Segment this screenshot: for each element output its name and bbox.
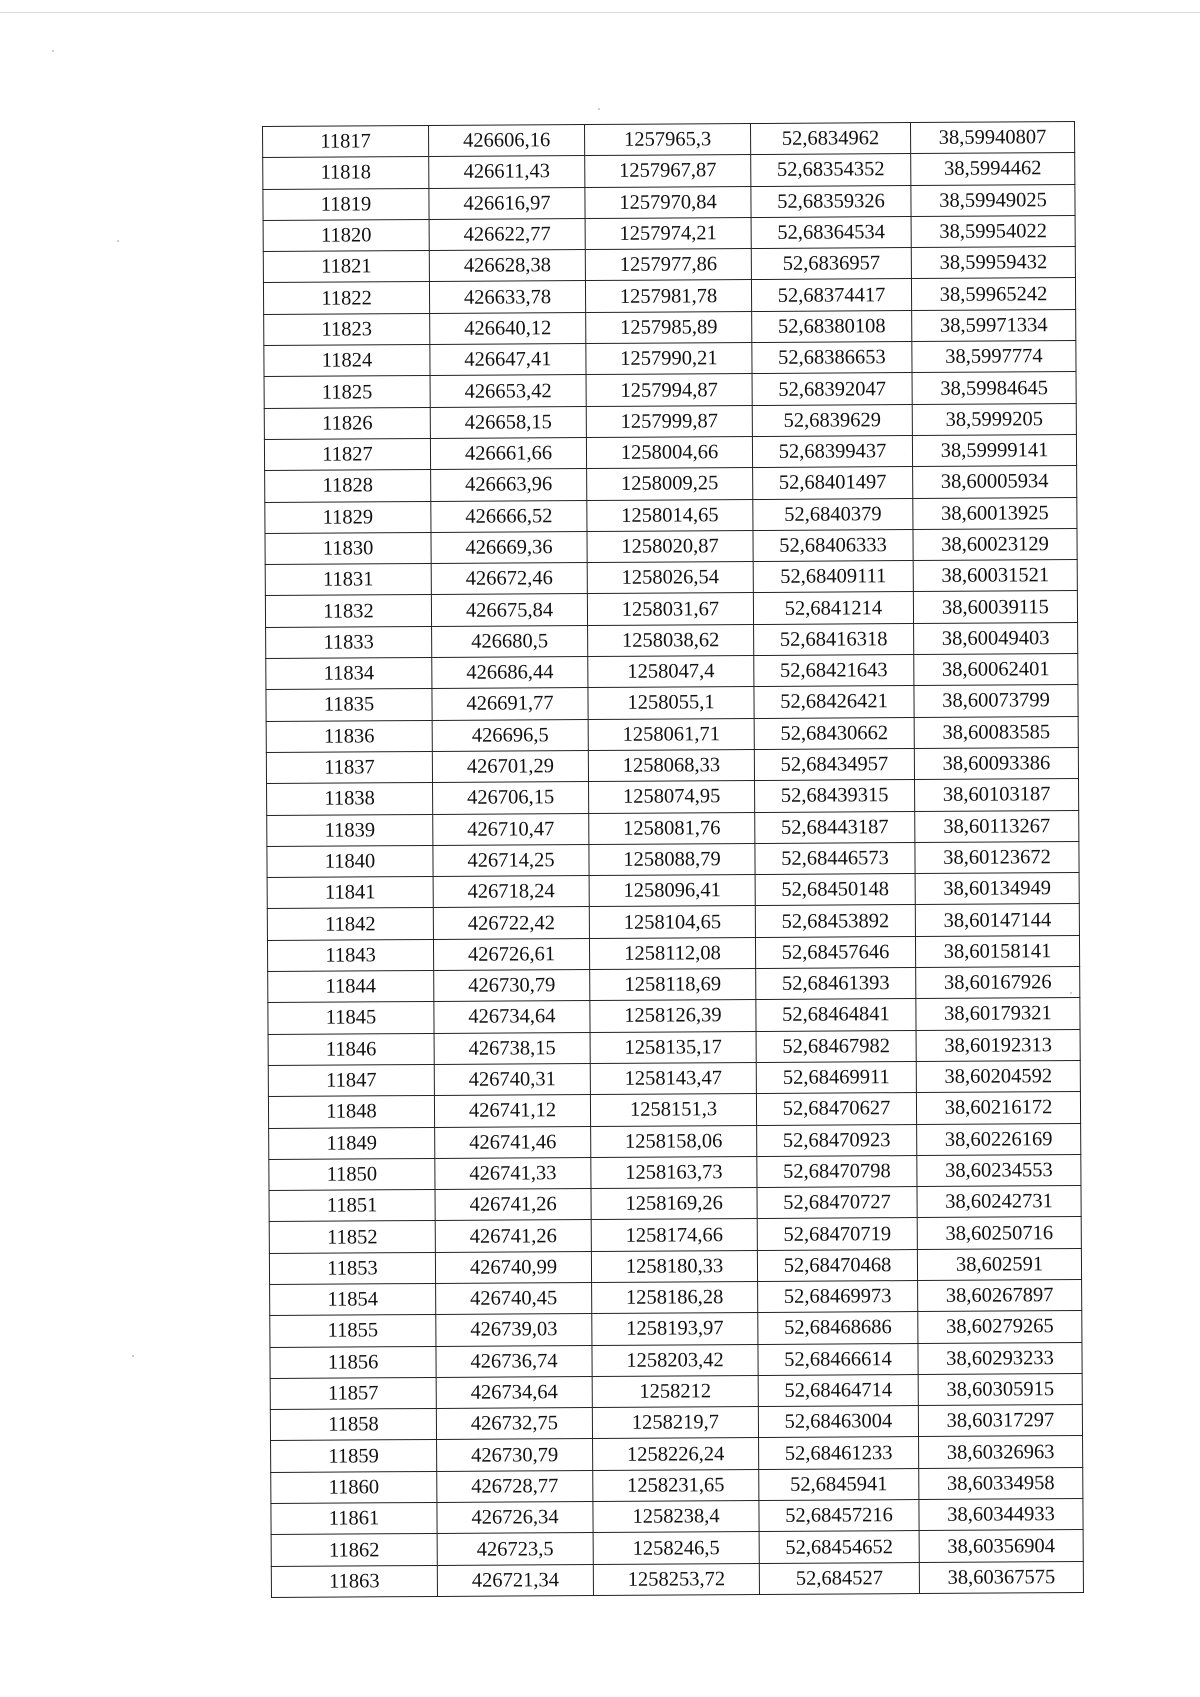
point-number-cell: 11838 xyxy=(267,783,433,815)
point-number-cell: 11863 xyxy=(271,1565,437,1597)
latitude-cell: 52,68457646 xyxy=(755,936,915,968)
y-coordinate-cell: 1258074,95 xyxy=(589,781,755,813)
table-row xyxy=(263,122,1075,158)
latitude-cell: 52,68470719 xyxy=(757,1218,917,1250)
point-number-cell: 11853 xyxy=(269,1252,435,1284)
longitude-cell: 38,60293233 xyxy=(918,1342,1082,1374)
y-coordinate-cell: 1258219,7 xyxy=(592,1407,758,1439)
latitude-cell: 52,68354352 xyxy=(751,154,911,186)
longitude-cell: 38,60356904 xyxy=(919,1530,1083,1562)
point-number-cell: 11848 xyxy=(268,1096,434,1128)
x-coordinate-cell: 426741,33 xyxy=(435,1157,591,1189)
y-coordinate-cell: 1258231,65 xyxy=(593,1469,759,1501)
x-coordinate-cell: 426723,5 xyxy=(437,1533,593,1565)
x-coordinate-cell: 426722,42 xyxy=(433,907,589,939)
latitude-cell: 52,68463004 xyxy=(758,1406,918,1438)
point-number-cell: 11861 xyxy=(271,1503,437,1535)
x-coordinate-cell: 426669,36 xyxy=(431,531,587,563)
longitude-cell: 38,59971334 xyxy=(912,309,1076,341)
x-coordinate-cell: 426740,31 xyxy=(434,1063,590,1095)
longitude-cell: 38,60234553 xyxy=(917,1154,1081,1186)
table-row xyxy=(270,1279,1082,1315)
longitude-cell: 38,60083585 xyxy=(914,716,1078,748)
longitude-cell: 38,5994462 xyxy=(911,153,1075,185)
x-coordinate-cell: 426710,47 xyxy=(433,813,589,845)
y-coordinate-cell: 1257981,78 xyxy=(585,280,751,312)
point-number-cell: 11833 xyxy=(266,626,432,658)
point-number-cell: 11820 xyxy=(263,219,429,251)
latitude-cell: 52,6841214 xyxy=(753,592,913,624)
longitude-cell: 38,60267897 xyxy=(918,1279,1082,1311)
point-number-cell: 11860 xyxy=(271,1471,437,1503)
x-coordinate-cell: 426739,03 xyxy=(436,1314,592,1346)
latitude-cell: 52,68443187 xyxy=(755,811,915,843)
x-coordinate-cell: 426730,79 xyxy=(434,970,590,1002)
x-coordinate-cell: 426714,25 xyxy=(433,844,589,876)
y-coordinate-cell: 1258253,72 xyxy=(593,1563,759,1595)
table-row xyxy=(264,372,1076,408)
point-number-cell: 11841 xyxy=(267,877,433,909)
point-number-cell: 11825 xyxy=(264,376,430,408)
y-coordinate-cell: 1258081,76 xyxy=(589,812,755,844)
y-coordinate-cell: 1257965,3 xyxy=(584,124,750,156)
y-coordinate-cell: 1258163,73 xyxy=(591,1156,757,1188)
latitude-cell: 52,68467982 xyxy=(756,1030,916,1062)
x-coordinate-cell: 426740,45 xyxy=(436,1282,592,1314)
y-coordinate-cell: 1257990,21 xyxy=(586,343,752,375)
latitude-cell: 52,684527 xyxy=(759,1562,919,1594)
y-coordinate-cell: 1257985,89 xyxy=(586,311,752,343)
x-coordinate-cell: 426741,26 xyxy=(435,1189,591,1221)
table-row xyxy=(266,716,1078,752)
longitude-cell: 38,60073799 xyxy=(914,685,1078,717)
table-row xyxy=(263,215,1075,251)
scan-speck xyxy=(598,108,600,110)
table-row xyxy=(264,309,1076,345)
x-coordinate-cell: 426734,64 xyxy=(436,1376,592,1408)
point-number-cell: 11852 xyxy=(269,1221,435,1253)
table-row xyxy=(271,1436,1083,1472)
longitude-cell: 38,60167926 xyxy=(916,967,1080,999)
table-row xyxy=(263,278,1075,314)
y-coordinate-cell: 1257994,87 xyxy=(586,374,752,406)
x-coordinate-cell: 426686,44 xyxy=(432,657,588,689)
latitude-cell: 52,68401497 xyxy=(753,467,913,499)
table-row xyxy=(269,1154,1081,1190)
y-coordinate-cell: 1258020,87 xyxy=(587,530,753,562)
latitude-cell: 52,68386653 xyxy=(752,342,912,374)
latitude-cell: 52,68374417 xyxy=(751,279,911,311)
latitude-cell: 52,68470923 xyxy=(757,1124,917,1156)
longitude-cell: 38,60158141 xyxy=(915,935,1079,967)
y-coordinate-cell: 1258180,33 xyxy=(591,1250,757,1282)
x-coordinate-cell: 426726,34 xyxy=(437,1502,593,1534)
latitude-cell: 52,68380108 xyxy=(752,310,912,342)
table-row xyxy=(268,998,1080,1034)
latitude-cell: 52,68409111 xyxy=(753,561,913,593)
table-row xyxy=(270,1342,1082,1378)
latitude-cell: 52,68464841 xyxy=(756,999,916,1031)
longitude-cell: 38,602591 xyxy=(917,1248,1081,1280)
point-number-cell: 11862 xyxy=(271,1534,437,1566)
latitude-cell: 52,68453892 xyxy=(755,905,915,937)
table-row xyxy=(267,873,1079,909)
latitude-cell: 52,68392047 xyxy=(752,373,912,405)
longitude-cell: 38,59965242 xyxy=(911,278,1075,310)
table-row xyxy=(267,810,1079,846)
y-coordinate-cell: 1258004,66 xyxy=(586,436,752,468)
x-coordinate-cell: 426734,64 xyxy=(434,1001,590,1033)
point-number-cell: 11846 xyxy=(268,1033,434,1065)
table-row xyxy=(269,1186,1081,1222)
latitude-cell: 52,68399437 xyxy=(752,436,912,468)
table-row xyxy=(265,528,1077,564)
table-row xyxy=(265,591,1077,627)
table-row xyxy=(271,1499,1083,1535)
x-coordinate-cell: 426721,34 xyxy=(437,1564,593,1596)
table-row xyxy=(269,1248,1081,1284)
point-number-cell: 11829 xyxy=(265,501,431,533)
point-number-cell: 11832 xyxy=(265,595,431,627)
x-coordinate-cell: 426728,77 xyxy=(437,1470,593,1502)
longitude-cell: 38,59984645 xyxy=(912,372,1076,404)
y-coordinate-cell: 1257967,87 xyxy=(585,155,751,187)
longitude-cell: 38,60049403 xyxy=(914,622,1078,654)
latitude-cell: 52,68461233 xyxy=(759,1437,919,1469)
coordinates-table xyxy=(262,121,1084,1598)
point-number-cell: 11824 xyxy=(264,345,430,377)
y-coordinate-cell: 1258009,25 xyxy=(587,468,753,500)
latitude-cell: 52,68430662 xyxy=(754,717,914,749)
latitude-cell: 52,68416318 xyxy=(754,623,914,655)
longitude-cell: 38,60250716 xyxy=(917,1217,1081,1249)
x-coordinate-cell: 426663,96 xyxy=(431,469,587,501)
longitude-cell: 38,60039115 xyxy=(913,591,1077,623)
table-row xyxy=(271,1561,1083,1597)
latitude-cell: 52,68421643 xyxy=(754,655,914,687)
x-coordinate-cell: 426732,75 xyxy=(436,1408,592,1440)
x-coordinate-cell: 426691,77 xyxy=(432,688,588,720)
x-coordinate-cell: 426738,15 xyxy=(434,1032,590,1064)
point-number-cell: 11843 xyxy=(267,939,433,971)
point-number-cell: 11850 xyxy=(269,1158,435,1190)
x-coordinate-cell: 426701,29 xyxy=(432,750,588,782)
latitude-cell: 52,68434957 xyxy=(754,748,914,780)
latitude-cell: 52,6839629 xyxy=(752,404,912,436)
x-coordinate-cell: 426718,24 xyxy=(433,876,589,908)
y-coordinate-cell: 1258096,41 xyxy=(589,875,755,907)
point-number-cell: 11847 xyxy=(268,1064,434,1096)
table-row xyxy=(264,434,1076,470)
x-coordinate-cell: 426653,42 xyxy=(430,375,586,407)
latitude-cell: 52,68426421 xyxy=(754,686,914,718)
x-coordinate-cell: 426741,12 xyxy=(434,1095,590,1127)
y-coordinate-cell: 1257977,86 xyxy=(585,249,751,281)
latitude-cell: 52,68359326 xyxy=(751,185,911,217)
x-coordinate-cell: 426622,77 xyxy=(429,218,585,250)
table-row xyxy=(270,1373,1082,1409)
point-number-cell: 11817 xyxy=(263,125,429,157)
table-row xyxy=(270,1311,1082,1347)
y-coordinate-cell: 1258014,65 xyxy=(587,499,753,531)
table-row xyxy=(266,654,1078,690)
y-coordinate-cell: 1258038,62 xyxy=(588,624,754,656)
latitude-cell: 52,68439315 xyxy=(755,780,915,812)
latitude-cell: 52,68470627 xyxy=(756,1093,916,1125)
point-number-cell: 11858 xyxy=(270,1409,436,1441)
x-coordinate-cell: 426658,15 xyxy=(430,406,586,438)
y-coordinate-cell: 1258158,06 xyxy=(591,1125,757,1157)
longitude-cell: 38,60179321 xyxy=(916,998,1080,1030)
longitude-cell: 38,60242731 xyxy=(917,1186,1081,1218)
y-coordinate-cell: 1258088,79 xyxy=(589,843,755,875)
point-number-cell: 11819 xyxy=(263,188,429,220)
point-number-cell: 11835 xyxy=(266,689,432,721)
y-coordinate-cell: 1258238,4 xyxy=(593,1501,759,1533)
y-coordinate-cell: 1257999,87 xyxy=(586,405,752,437)
scan-speck xyxy=(52,50,54,52)
y-coordinate-cell: 1258055,1 xyxy=(588,687,754,719)
table-row xyxy=(270,1405,1082,1441)
latitude-cell: 52,68464714 xyxy=(758,1374,918,1406)
table-row xyxy=(269,1123,1081,1159)
point-number-cell: 11836 xyxy=(266,720,432,752)
x-coordinate-cell: 426672,46 xyxy=(431,563,587,595)
y-coordinate-cell: 1258151,3 xyxy=(590,1094,756,1126)
latitude-cell: 52,6840379 xyxy=(753,498,913,530)
longitude-cell: 38,60005934 xyxy=(913,466,1077,498)
coordinates-table-body xyxy=(263,122,1084,1598)
point-number-cell: 11842 xyxy=(267,908,433,940)
y-coordinate-cell: 1258112,08 xyxy=(589,937,755,969)
scan-top-edge xyxy=(0,12,1200,13)
x-coordinate-cell: 426606,16 xyxy=(428,125,584,157)
latitude-cell: 52,68454652 xyxy=(759,1531,919,1563)
latitude-cell: 52,6834962 xyxy=(750,123,910,155)
x-coordinate-cell: 426730,79 xyxy=(437,1439,593,1471)
y-coordinate-cell: 1258203,42 xyxy=(592,1344,758,1376)
table-row xyxy=(265,560,1077,596)
longitude-cell: 38,60062401 xyxy=(914,654,1078,686)
longitude-cell: 38,60216172 xyxy=(916,1092,1080,1124)
y-coordinate-cell: 1258186,28 xyxy=(592,1281,758,1313)
latitude-cell: 52,68461393 xyxy=(756,968,916,1000)
latitude-cell: 52,68470798 xyxy=(757,1155,917,1187)
point-number-cell: 11840 xyxy=(267,845,433,877)
x-coordinate-cell: 426647,41 xyxy=(430,344,586,376)
table-row xyxy=(268,967,1080,1003)
longitude-cell: 38,60103187 xyxy=(915,779,1079,811)
point-number-cell: 11837 xyxy=(266,751,432,783)
x-coordinate-cell: 426726,61 xyxy=(433,938,589,970)
table-row xyxy=(267,779,1079,815)
x-coordinate-cell: 426740,99 xyxy=(435,1251,591,1283)
table-row xyxy=(268,1029,1080,1065)
point-number-cell: 11845 xyxy=(268,1002,434,1034)
longitude-cell: 38,60326963 xyxy=(919,1436,1083,1468)
longitude-cell: 38,60134949 xyxy=(915,873,1079,905)
y-coordinate-cell: 1257970,84 xyxy=(585,186,751,218)
longitude-cell: 38,60023129 xyxy=(913,528,1077,560)
table-row xyxy=(264,403,1076,439)
point-number-cell: 11823 xyxy=(264,313,430,345)
point-number-cell: 11856 xyxy=(270,1346,436,1378)
table-row xyxy=(265,466,1077,502)
longitude-cell: 38,5997774 xyxy=(912,341,1076,373)
latitude-cell: 52,68446573 xyxy=(755,842,915,874)
table-row xyxy=(263,153,1075,189)
scan-speck xyxy=(132,1355,134,1357)
table-row xyxy=(263,184,1075,220)
longitude-cell: 38,60093386 xyxy=(914,747,1078,779)
table-row xyxy=(271,1467,1083,1503)
latitude-cell: 52,68466614 xyxy=(758,1343,918,1375)
y-coordinate-cell: 1258193,97 xyxy=(592,1313,758,1345)
longitude-cell: 38,59954022 xyxy=(911,215,1075,247)
point-number-cell: 11834 xyxy=(266,658,432,690)
longitude-cell: 38,60226169 xyxy=(917,1123,1081,1155)
x-coordinate-cell: 426706,15 xyxy=(433,782,589,814)
y-coordinate-cell: 1258031,67 xyxy=(587,593,753,625)
x-coordinate-cell: 426680,5 xyxy=(432,625,588,657)
latitude-cell: 52,6845941 xyxy=(759,1468,919,1500)
y-coordinate-cell: 1258047,4 xyxy=(588,656,754,688)
y-coordinate-cell: 1258126,39 xyxy=(590,1000,756,1032)
x-coordinate-cell: 426741,46 xyxy=(435,1126,591,1158)
y-coordinate-cell: 1258212 xyxy=(592,1375,758,1407)
x-coordinate-cell: 426741,26 xyxy=(435,1220,591,1252)
table-row xyxy=(267,841,1079,877)
point-number-cell: 11857 xyxy=(270,1377,436,1409)
point-number-cell: 11827 xyxy=(264,438,430,470)
point-number-cell: 11821 xyxy=(263,251,429,283)
point-number-cell: 11855 xyxy=(270,1315,436,1347)
longitude-cell: 38,59999141 xyxy=(912,434,1076,466)
table-row xyxy=(266,747,1078,783)
latitude-cell: 52,68468686 xyxy=(758,1312,918,1344)
table-row xyxy=(265,497,1077,533)
table-row xyxy=(267,904,1079,940)
x-coordinate-cell: 426616,97 xyxy=(429,187,585,219)
table-row xyxy=(264,341,1076,377)
x-coordinate-cell: 426611,43 xyxy=(429,156,585,188)
point-number-cell: 11828 xyxy=(265,470,431,502)
y-coordinate-cell: 1258104,65 xyxy=(589,906,755,938)
longitude-cell: 38,60013925 xyxy=(913,497,1077,529)
y-coordinate-cell: 1258026,54 xyxy=(587,562,753,594)
latitude-cell: 52,68469911 xyxy=(756,1061,916,1093)
x-coordinate-cell: 426633,78 xyxy=(429,281,585,313)
y-coordinate-cell: 1258246,5 xyxy=(593,1532,759,1564)
longitude-cell: 38,60344933 xyxy=(919,1499,1083,1531)
y-coordinate-cell: 1258169,26 xyxy=(591,1188,757,1220)
latitude-cell: 52,68364534 xyxy=(751,216,911,248)
point-number-cell: 11854 xyxy=(270,1283,436,1315)
longitude-cell: 38,59940807 xyxy=(910,122,1074,154)
y-coordinate-cell: 1258061,71 xyxy=(588,718,754,750)
longitude-cell: 38,5999205 xyxy=(912,403,1076,435)
point-number-cell: 11859 xyxy=(271,1440,437,1472)
y-coordinate-cell: 1258174,66 xyxy=(591,1219,757,1251)
point-number-cell: 11851 xyxy=(269,1190,435,1222)
point-number-cell: 11849 xyxy=(269,1127,435,1159)
latitude-cell: 52,68457216 xyxy=(759,1500,919,1532)
table-row xyxy=(266,622,1078,658)
longitude-cell: 38,60367575 xyxy=(919,1561,1083,1593)
y-coordinate-cell: 1258068,33 xyxy=(588,749,754,781)
table-row xyxy=(268,1060,1080,1096)
longitude-cell: 38,60123672 xyxy=(915,841,1079,873)
coordinates-table-container xyxy=(262,121,1083,1598)
longitude-cell: 38,60334958 xyxy=(919,1467,1083,1499)
longitude-cell: 38,60113267 xyxy=(915,810,1079,842)
y-coordinate-cell: 1258226,24 xyxy=(593,1438,759,1470)
table-row xyxy=(266,685,1078,721)
point-number-cell: 11831 xyxy=(265,564,431,596)
latitude-cell: 52,68470468 xyxy=(757,1249,917,1281)
longitude-cell: 38,60317297 xyxy=(918,1405,1082,1437)
point-number-cell: 11822 xyxy=(263,282,429,314)
point-number-cell: 11818 xyxy=(263,157,429,189)
latitude-cell: 52,68406333 xyxy=(753,529,913,561)
y-coordinate-cell: 1258135,17 xyxy=(590,1031,756,1063)
table-row xyxy=(271,1530,1083,1566)
table-row xyxy=(268,1092,1080,1128)
point-number-cell: 11826 xyxy=(264,407,430,439)
y-coordinate-cell: 1258143,47 xyxy=(590,1062,756,1094)
scan-speck xyxy=(117,240,119,242)
x-coordinate-cell: 426696,5 xyxy=(432,719,588,751)
longitude-cell: 38,60147144 xyxy=(915,904,1079,936)
x-coordinate-cell: 426661,66 xyxy=(430,437,586,469)
x-coordinate-cell: 426675,84 xyxy=(431,594,587,626)
longitude-cell: 38,59949025 xyxy=(911,184,1075,216)
longitude-cell: 38,60279265 xyxy=(918,1311,1082,1343)
table-row xyxy=(263,247,1075,283)
x-coordinate-cell: 426628,38 xyxy=(429,250,585,282)
table-row xyxy=(269,1217,1081,1253)
x-coordinate-cell: 426666,52 xyxy=(431,500,587,532)
longitude-cell: 38,60204592 xyxy=(916,1060,1080,1092)
y-coordinate-cell: 1258118,69 xyxy=(590,969,756,1001)
point-number-cell: 11844 xyxy=(268,970,434,1002)
table-row xyxy=(267,935,1079,971)
longitude-cell: 38,59959432 xyxy=(911,247,1075,279)
latitude-cell: 52,68469973 xyxy=(758,1281,918,1313)
longitude-cell: 38,60192313 xyxy=(916,1029,1080,1061)
latitude-cell: 52,68450148 xyxy=(755,874,915,906)
latitude-cell: 52,68470727 xyxy=(757,1187,917,1219)
latitude-cell: 52,6836957 xyxy=(751,248,911,280)
y-coordinate-cell: 1257974,21 xyxy=(585,217,751,249)
point-number-cell: 11830 xyxy=(265,532,431,564)
x-coordinate-cell: 426640,12 xyxy=(430,312,586,344)
x-coordinate-cell: 426736,74 xyxy=(436,1345,592,1377)
longitude-cell: 38,60031521 xyxy=(913,560,1077,592)
point-number-cell: 11839 xyxy=(267,814,433,846)
longitude-cell: 38,60305915 xyxy=(918,1373,1082,1405)
